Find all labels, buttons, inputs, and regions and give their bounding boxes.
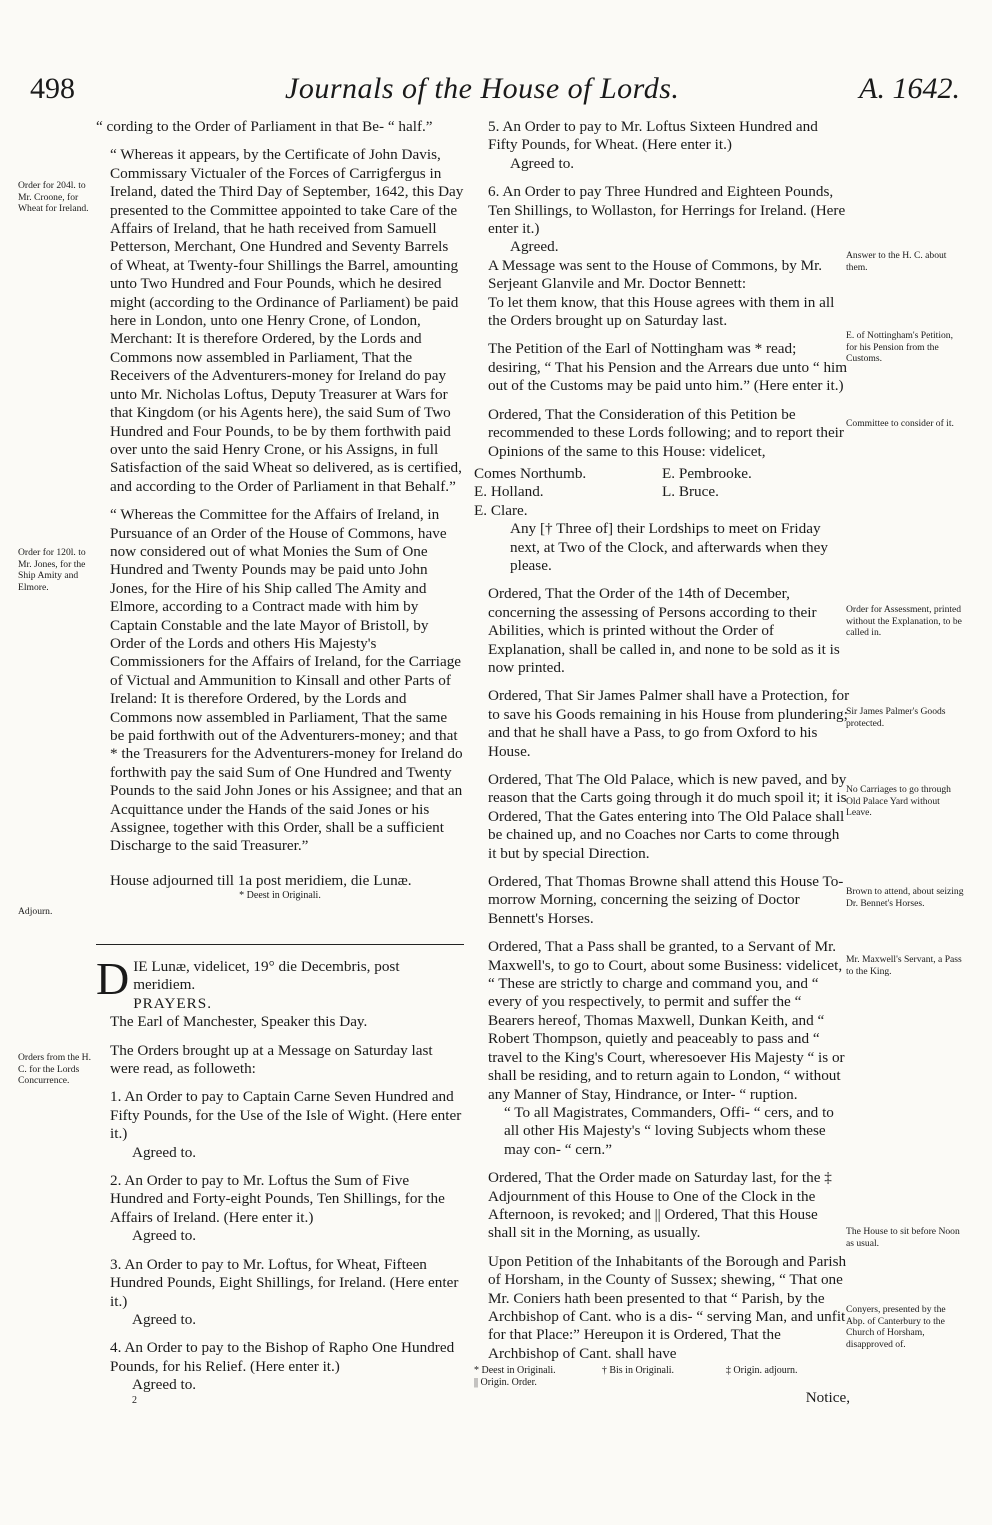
margin-note-committee: Committee to consider of it.: [846, 418, 954, 429]
petition-horsham: Upon Petition of the Inhabitants of the Borough and Parish of Horsham, in the County of Sussex; shewing, “ That one Mr. Coniers hath been presented to that “ Parish, by the Archbishop of Cant. who is a dis- “ serving Man, and unfit for that Place:” Hereupon it is Ordered, That the Archbishop of Cant. shall have: [488, 1252, 847, 1362]
paragraph-davis-certificate: “ Whereas it appears, by the Certificate of John Davis, Commissary Victualer of the Forces of Carrigfergus in Ireland, dated the Third Day of September, 1642, this Day presented to the Committee appointed to take Care of the Affairs of Ireland, that he hath received from Samuell Petterson, Merchant, One Hundred and Seventy Barrels of Wheat, at Twenty-four Shillings the Barrel, amounting unto Two Hundred and Four Pounds, which he desired might (according to the Ordinance of Parliament) be paid here in London, unto one Henry Crone, of London, Merchant: It is therefore Ordered, by the Lords and Commons now assembled in Parliament, That the Receivers of the Adventurers-money for Ireland do pay unto Mr. Nicholas Loftus, Deputy Treasurer at Wars for that Kingdom (or his Agents here), the said Sum of Two Hundred and Four Pounds, to be by them forthwith paid over unto the said Henry Crone, or his Assigns, in full Satisfaction of the said Wheat so delivered, as is certified, and according to the Order of Parliament in that Behalf.”: [110, 146, 464, 495]
order-5: 5. An Order to pay to Mr. Loftus Sixteen Hundred and Fifty Pounds, for Wheat. (Here enter it.): [488, 118, 818, 154]
order-palmer: Ordered, That Sir James Palmer shall have a Protection, for to save his Goods remaining in his House from plundering; and that he shall have a Pass, to go from Oxford to his House.: [488, 687, 850, 760]
margin-note-old-palace: No Carriages to go through Old Palace Yard without Leave.: [846, 784, 951, 819]
paragraph-continuation: “ cording to the Order of Parliament in that Be- “ half.”: [96, 118, 433, 135]
order-maxwell-pass: Ordered, That a Pass shall be granted, to a Servant of Mr. Maxwell's, to go to Court, about some Business: videlicet,: [488, 938, 843, 974]
order-assessment: Ordered, That the Order of the 14th of December, concerning the assessing of Persons according to their Abilities, which is printed without the Order of Explanation, shall be called in, and none to be sold as it is now printed.: [488, 585, 840, 676]
order-sitting: Ordered, That the Order made on Saturday last, for the ‡ Adjournment of this House to One of the Clock in the Afternoon, is revoked; and || Ordered, That this House shall sit in the Morning, as usually.: [488, 1169, 832, 1242]
order-old-palace: Ordered, That The Old Palace, which is new paved, and by reason that the Carts going through it do much spoil it; it is Ordered, That the Gates entering into The Old Palace shall be chained up, and no Coaches nor Carts to come through it but by special Direction.: [488, 771, 847, 862]
pass-address: “ To all Magistrates, Commanders, Offi- “ cers, and to all other His Majesty's “ loving Subjects whom these may con- “ cern.”: [504, 1103, 834, 1158]
margin-note-nottingham: E. of Nottingham's Petition, for his Pension from the Customs.: [846, 330, 953, 365]
date-heading: DIE Lunæ, videlicet, 19° die Decembris, post meridiem.: [96, 953, 400, 1004]
order-committee: Ordered, That the Consideration of this Petition be recommended to these Lords following; and to report their Opinions of the same to this House: videlicet,: [488, 405, 844, 460]
margin-note-browne: Brown to attend, about seizing Dr. Bennet's Horses.: [846, 886, 964, 909]
margin-note-adjourn: Adjourn.: [18, 906, 53, 917]
margin-note-palmer: Sir James Palmer's Goods protected.: [846, 706, 946, 729]
paragraph-amity-elmore: “ Whereas the Committee for the Affairs of Ireland, in Pursuance of an Order of the House of Commons, have now considered out of what Monies the Sum of One Hundred and Twenty Pounds may be paid unto John Jones, for the Hire of his Ship called The Amity and Elmore, according to a Contract made with him by Captain Constable and the late Mayor of Bristoll, by Order of the Lords and others His Majesty's Commissioners for the Affairs of Ireland, for the Carriage of Victual and Ammunition to Kinsall and other Parts of Ireland: It is therefore Ordered, by the Lords and Commons now assembled in Parliament, That the same be paid forthwith out of the Adventurers-money; and that * the Treasurers for the Adventurers-money for Ireland do forthwith pay the said Sum of One Hundred and Twenty Pounds to the said John Jones or his Assignee; and that an Acquittance under the Hands of the said Jones or his Assignee, together with this Order, shall be a sufficient Discharge to the said Treasurer.”: [110, 506, 463, 855]
section-divider: [96, 944, 464, 945]
footnotes: [474, 1365, 850, 1389]
header-year: A. 1642.: [859, 72, 960, 105]
order-2-agreed: Agreed to.: [132, 1227, 197, 1245]
running-header: [30, 72, 960, 112]
order-4: 4. An Order to pay to the Bishop of Rapho One Hundred Pounds, for his Relief. (Here enter it.): [110, 1339, 455, 1375]
message-content: To let them know, that this House agrees with them in all the Orders brought up on Saturday last.: [488, 293, 835, 330]
order-5-agreed: Agreed to.: [510, 154, 575, 172]
page-number: 498: [30, 72, 75, 105]
order-1-agreed: Agreed to.: [132, 1143, 197, 1161]
drop-cap: D: [96, 953, 130, 1004]
footnote: ‡ Origin. adjourn.: [725, 1365, 798, 1377]
margin-note-croone: Order for 204l. to Mr. Croone, for Wheat for Ireland.: [18, 180, 89, 215]
order-3: 3. An Order to pay to Mr. Loftus, for Wheat, Fifteen Hundred Pounds, Eight Shillings, for Ireland. (Here enter it.): [110, 1255, 459, 1310]
margin-note-maxwell: Mr. Maxwell's Servant, a Pass to the King.: [846, 954, 962, 977]
journal-title: Journals of the House of Lords.: [285, 72, 680, 105]
lords-list: [474, 465, 850, 520]
margin-note-conyers: Conyers, presented by the Abp. of Canterbury to the Church of Horsham, disapproved of.: [846, 1304, 946, 1350]
order-browne: Ordered, That Thomas Browne shall attend this House To-morrow Morning, concerning the seizing of Doctor Bennett's Horses.: [488, 873, 844, 927]
order-6-agreed: Agreed.: [510, 238, 559, 256]
footnote: † Bis in Originali.: [601, 1365, 675, 1377]
margin-note-orders-hc: Orders from the H. C. for the Lords Concurrence.: [18, 1052, 91, 1087]
pass-text: “ These are strictly to charge and command you, and “ every of you respectively, to permit and suffer the “ Bearers hereof, Thomas Maxwell, Dunkan Keith, and “ Robert Thompson, quietly and peaceably to pass and “ travel to the King's Court, wheresoever His Majesty “ is or shall be residing, and to return again to London, “ without any Manner of Stay, Hindrance, or Inter- “ ruption.: [488, 975, 845, 1103]
prayers-heading: PRAYERS.: [133, 994, 213, 1012]
lord-name: [662, 502, 850, 520]
orders-intro: The Orders brought up at a Message on Saturday last were read, as followeth:: [110, 1041, 433, 1078]
order-4-agreed: Agreed to.: [132, 1376, 197, 1394]
margin-note-answer: Answer to the H. C. about them.: [846, 250, 947, 273]
order-3-agreed: Agreed to.: [132, 1310, 197, 1328]
catchword: Notice,: [805, 1389, 850, 1407]
signature-mark: 2: [132, 1394, 137, 1406]
committee-meeting: Any [† Three of] their Lordships to meet on Friday next, at Two of the Clock, and afterwards when they please.: [510, 520, 828, 574]
lord-name: L. Bruce.: [662, 483, 719, 501]
order-1: 1. An Order to pay to Captain Carne Seven Hundred and Fifty Pounds, for the Use of the Isle of Wight. (Here enter it.): [110, 1088, 462, 1143]
lord-name: E. Holland.: [474, 483, 544, 501]
deest-note: * Deest in Originali.: [239, 890, 321, 902]
order-2: 2. An Order to pay to Mr. Loftus the Sum of Five Hundred and Forty-eight Pounds, Ten Shillings, for the Affairs of Ireland. (Here enter it.): [110, 1172, 445, 1226]
margin-note-sitting: The House to sit before Noon as usual.: [846, 1226, 960, 1249]
footnote: || Origin. Order.: [474, 1377, 537, 1389]
right-column: [474, 118, 850, 1408]
speaker-line: The Earl of Manchester, Speaker this Day.: [110, 1013, 368, 1031]
footnote: * Deest in Originali.: [474, 1365, 556, 1377]
margin-note-assessment: Order for Assessment, printed without the Explanation, to be called in.: [846, 604, 962, 639]
lord-name: Comes Northumb.: [474, 464, 587, 482]
order-6: 6. An Order to pay Three Hundred and Eighteen Pounds, Ten Shillings, to Wollaston, for Herrings for Ireland. (Here enter it.): [488, 183, 846, 238]
lord-name: E. Clare.: [474, 501, 528, 519]
margin-note-jones: Order for 120l. to Mr. Jones, for the Ship Amity and Elmore.: [18, 547, 86, 593]
message-commons: A Message was sent to the House of Commons, by Mr. Serjeant Glanvile and Mr. Doctor Bennett:: [488, 256, 823, 293]
petition-nottingham: The Petition of the Earl of Nottingham was * read; desiring, “ That his Pension and the Arrears due unto “ him out of the Customs may be paid unto him.” (Here enter it.): [488, 340, 848, 395]
left-column-lower: [96, 953, 464, 1407]
adjournment-line: House adjourned till 1a post meridiem, die Lunæ.: [110, 871, 412, 889]
left-column: [96, 118, 464, 902]
lord-name: E. Pembrooke.: [662, 464, 752, 482]
